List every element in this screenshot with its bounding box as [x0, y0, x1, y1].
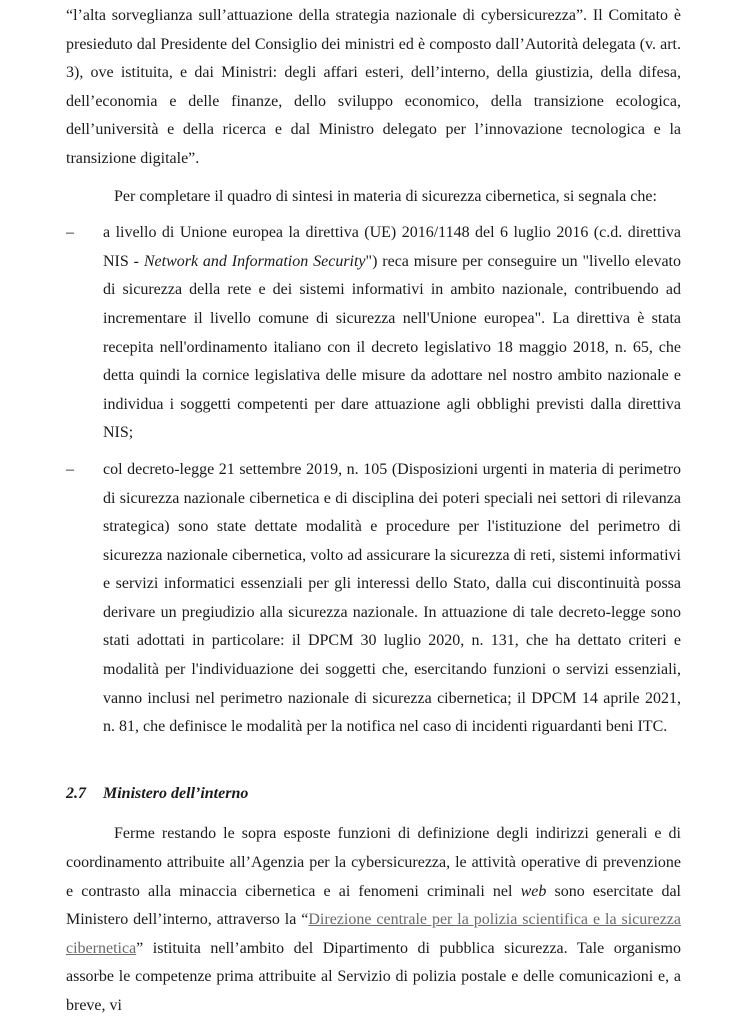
body-text-part1: Ferme restando le sopra esposte funzioni di definizione degli indirizzi generali e di coordinamento attribuite all’Agenzia per la cybersicurezza, le attività operative di prevenzione e contrasto alla minaccia cibernetica e ai fenomeni criminali nel: [66, 825, 681, 900]
section-title: Ministero dell’interno: [103, 784, 249, 802]
bullet-italic-term: Network and Information Security: [143, 252, 366, 270]
body-text-part2: sono esercitate dal Ministero dell’interno, attraverso la “: [66, 882, 682, 929]
bullet-text-end: ") reca misure per conseguire un "livello elevato di sicurezza della rete e dei sistemi informativi in ambito nazionale, contribuendo ad incrementare il livello comune di sicurezza nell'Unione europea". La direttiva è stata recepita nell'ordinamento italiano con il decreto legislativo 18 maggio 2018, n. 65, che detta quindi la cornice legislativa delle misure da adottare nel nostro ambito nazionale e individua i soggetti competenti per dare attuazione agli obblighi previsti dalla direttiva NIS;: [103, 252, 681, 442]
intro-paragraph: “l’alta sorveglianza sull’attuazione della strategia nazionale di cybersicurezza”. Il Comitato è presieduto dal Presidente del Consiglio dei ministri ed è composto dall’Autorità delegata (v. art. 3), ove istituita, e dai Ministri: degli affari esteri, dell’interno, della giustizia, della difesa, dell’economia e delle finanze, dello sviluppo economico, della transizione ecologica, dell’università e della ricerca e dal Ministro delegato per l’innovazione tecnologica e la transizione digitale”.: [66, 7, 681, 167]
bullet-dash: –: [66, 224, 74, 242]
bullet-text-start: a livello di Unione europea la direttiva (UE) 2016/1148 del 6 luglio 2016 (c.d. direttiva NIS -: [103, 224, 681, 270]
list-item: [66, 456, 681, 742]
section-number: 2.7: [66, 784, 86, 802]
section-heading: [66, 780, 681, 809]
body-italic-term: web: [520, 882, 547, 900]
direzione-centrale-link[interactable]: Direzione centrale per la polizia scientifica e la sicurezza cibernetica: [66, 911, 681, 957]
lead-paragraph: Per completare il quadro di sintesi in materia di sicurezza cibernetica, si segnala che:: [114, 187, 657, 205]
body-text-part3: ” istituita nell’ambito del Dipartimento di pubblica sicurezza. Tale organismo assorbe le competenze prima attribuite al Servizio di polizia postale e delle comunicazioni e, a breve, vi: [66, 939, 681, 1014]
bullet-dash: –: [66, 460, 74, 478]
body-paragraph: [66, 820, 681, 1020]
document-page: [66, 2, 681, 1021]
list-item: [66, 219, 681, 448]
bullet-text: col decreto-legge 21 settembre 2019, n. 105 (Disposizioni urgenti in materia di perimetro di sicurezza nazionale cibernetica e di disciplina dei poteri speciali nei settori di rilevanza strategica) sono state dettate modalità e procedure per l'istituzione del perimetro di sicurezza nazionale cibernetica, volto ad assicurare la sicurezza di reti, sistemi informativi e servizi informatici essenziali per gli interessi dello Stato, dalla cui discontinuità possa derivare un pregiudizio alla sicurezza nazionale. In attuazione di tale decreto-legge sono stati adottati in particolare: il DPCM 30 luglio 2020, n. 131, che ha dettato criteri e modalità per l'individuazione dei soggetti che, esercitando funzioni o servizi essenziali, vanno inclusi nel perimetro nazionale di sicurezza cibernetica; il DPCM 14 aprile 2021, n. 81, che definisce le modalità per la notifica nel caso di incidenti riguardanti beni ITC.: [103, 460, 681, 736]
